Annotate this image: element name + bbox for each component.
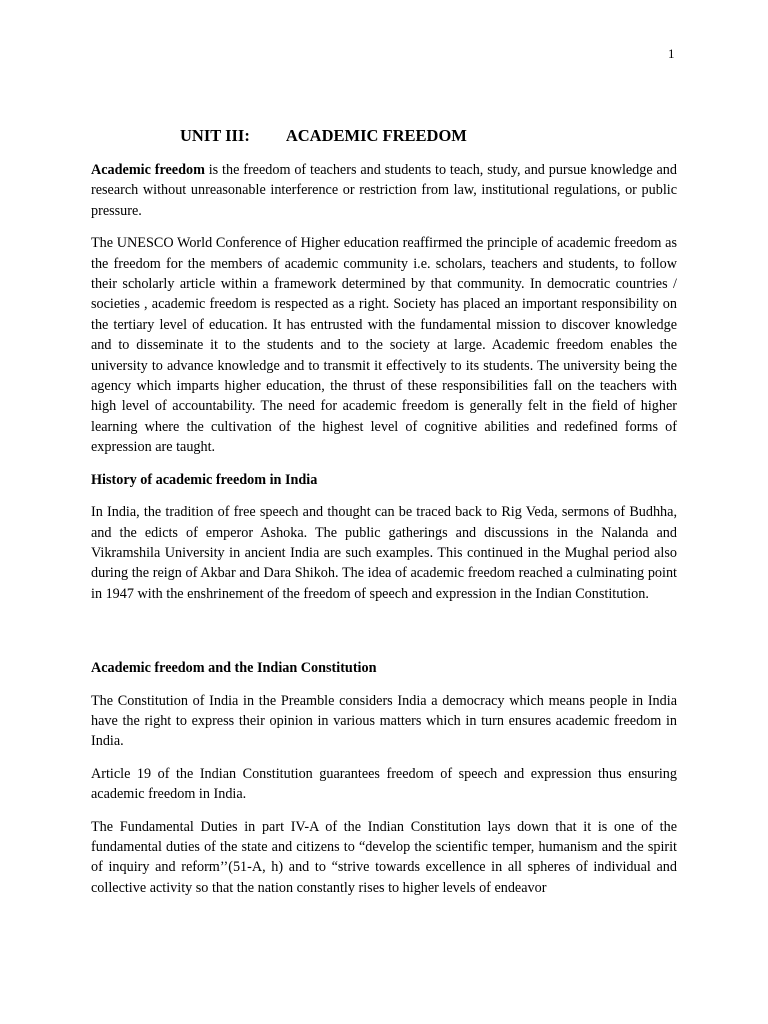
constitution-paragraph-preamble: The Constitution of India in the Preamble considers India a democracy which means people in India have the right to express their opinion in various matters which in turn ensures academic freedom in India. <box>91 692 677 750</box>
history-heading: History of academic freedom in India <box>91 471 318 488</box>
document-body <box>91 124 677 910</box>
unit-label: UNIT III: <box>180 126 250 145</box>
page-number: 1 <box>668 46 675 61</box>
intro-term: Academic freedom <box>91 162 205 178</box>
unesco-paragraph: The UNESCO World Conference of Higher education reaffirmed the principle of academic freedom as the freedom for the members of academic community i.e. scholars, teachers and students, to follow their scholarly article within a framework determined by that community. In democratic countries / societies , academic freedom is respected as a right. Society has placed an important responsibility on the tertiary level of education. It has entrusted with the fundamental mission to discover knowledge and to disseminate it to the students and to the society at large. Academic freedom enables the university to advance knowledge and to transmit it effectively to its students. The university being the agency which imparts higher education, the thrust of these responsibilities fall on the teachers with high level of accountability. The need for academic freedom is generally felt in the field of higher learning where the cultivation of the highest level of cognitive abilities and redefined forms of expression are taught. <box>91 235 677 456</box>
constitution-paragraph-article-19: Article 19 of the Indian Constitution guarantees freedom of speech and expression thus ensuring academic freedom in India. <box>91 765 677 803</box>
section-spacer <box>91 616 677 658</box>
constitution-heading: Academic freedom and the Indian Constitution <box>91 660 377 677</box>
intro-paragraph <box>91 160 677 221</box>
constitution-paragraph-fundamental-duties: The Fundamental Duties in part IV-A of the Indian Constitution lays down that it is one of the fundamental duties of the state and citizens to “develop the scientific temper, humanism and the spirit of inquiry and reform’’(51-A, h) and to “strive towards excellence in all spheres of individual and collective activity so that the nation constantly rises to higher levels of endeavor <box>91 818 677 896</box>
history-paragraph: In India, the tradition of free speech and thought can be traced back to Rig Veda, sermons of Budhha, and the edicts of emperor Ashoka. The public gatherings and discussions in the Nalanda and Vikramshila University in ancient India are such examples. This continued in the Mughal period also during the reign of Akbar and Dara Shikoh. The idea of academic freedom reached a culminating point in 1947 with the enshrinement of the freedom of speech and expression in the Indian Constitution. <box>91 504 677 602</box>
intro-text: is the freedom of teachers and students to teach, study, and pursue knowledge and research without unreasonable interference or restriction from law, institutional regulations, or public pressure. <box>91 162 677 219</box>
unit-heading: ACADEMIC FREEDOM <box>285 126 467 145</box>
unit-title <box>91 124 677 148</box>
